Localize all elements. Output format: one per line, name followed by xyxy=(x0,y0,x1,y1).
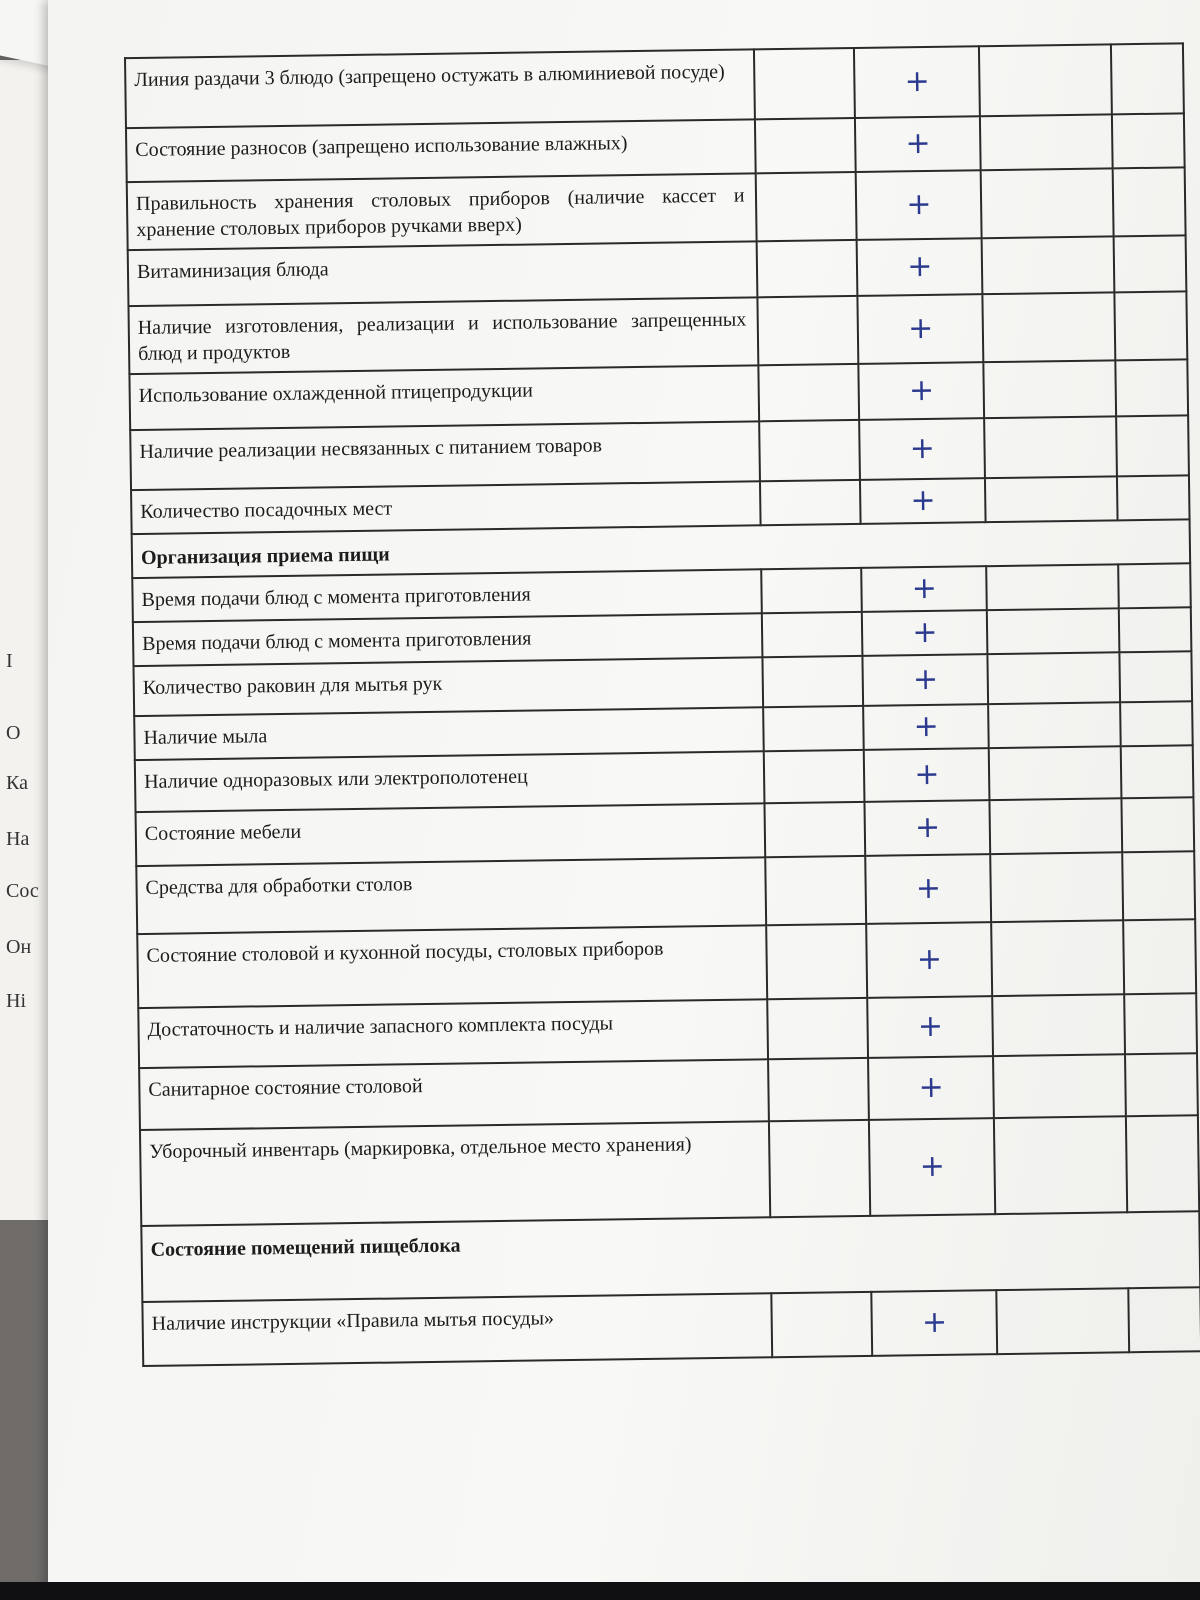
empty-cell xyxy=(763,750,864,803)
empty-cell xyxy=(1116,415,1188,476)
criterion-text: Время подачи блюд с момента приготовления xyxy=(133,613,762,666)
checkmark-plus: + xyxy=(860,478,986,524)
empty-cell xyxy=(758,364,859,421)
criterion-text: Правильность хранения столовых приборов (наличие кассет и хранение столовых приборов ручками вверх) xyxy=(127,173,756,250)
empty-cell xyxy=(979,44,1112,116)
empty-cell xyxy=(1123,851,1196,920)
empty-cell xyxy=(1120,701,1192,746)
empty-cell xyxy=(985,476,1118,522)
section-title: Состояние помещений пищеблока xyxy=(141,1211,1200,1302)
empty-cell xyxy=(989,746,1122,800)
underlying-text: Ка xyxy=(6,772,28,794)
empty-cell xyxy=(1120,651,1192,702)
checkmark-plus: + xyxy=(869,1118,996,1216)
empty-cell xyxy=(984,360,1117,418)
criterion-text: Количество посадочных мест xyxy=(131,481,760,534)
empty-cell xyxy=(981,168,1114,238)
underlying-text: Сос xyxy=(6,880,39,902)
checkmark-plus: + xyxy=(867,996,993,1058)
checkmark-plus: + xyxy=(865,854,991,924)
empty-cell xyxy=(1114,235,1186,292)
empty-cell xyxy=(754,118,855,173)
empty-cell xyxy=(1122,797,1194,852)
table-row xyxy=(140,1115,1199,1226)
criterion-text: Средства для обработки столов xyxy=(136,857,765,934)
underlying-text: На xyxy=(6,828,30,850)
criterion-text: Использование охлажденной птицепродукции xyxy=(129,365,758,430)
empty-cell xyxy=(1115,291,1188,360)
empty-cell xyxy=(990,798,1123,854)
underlying-text: О xyxy=(6,722,21,744)
empty-cell xyxy=(759,420,860,481)
empty-cell xyxy=(985,416,1118,478)
checkmark-plus: + xyxy=(865,800,991,856)
empty-cell xyxy=(987,564,1120,610)
criterion-text: Наличие инструкции «Правила мытья посуды» xyxy=(142,1293,771,1366)
empty-cell xyxy=(983,292,1116,362)
underlying-text: Он xyxy=(6,936,32,958)
checkmark-plus: + xyxy=(857,238,983,296)
criterion-text: Санитарное состояние столовой xyxy=(139,1059,768,1130)
empty-cell xyxy=(757,296,859,365)
checkmark-plus: + xyxy=(856,170,982,240)
checkmark-plus: + xyxy=(854,46,980,118)
empty-cell xyxy=(1116,359,1188,416)
empty-cell xyxy=(997,1288,1130,1354)
checkmark-plus: + xyxy=(863,654,989,706)
empty-cell xyxy=(762,656,863,707)
checkmark-plus: + xyxy=(862,610,988,656)
criterion-text: Линия раздачи 3 блюдо (запрещено остужать в алюминиевой посуде) xyxy=(125,49,754,128)
empty-cell xyxy=(771,1292,873,1357)
empty-cell xyxy=(993,994,1126,1056)
empty-cell xyxy=(756,240,857,297)
underlying-text: I xyxy=(6,650,13,672)
empty-cell xyxy=(1129,1287,1200,1352)
empty-cell xyxy=(993,1054,1126,1118)
empty-cell xyxy=(767,998,868,1059)
criterion-text: Наличие реализации несвязанных с питанием товаров xyxy=(130,421,759,490)
empty-cell xyxy=(1121,745,1193,798)
empty-cell xyxy=(989,702,1122,748)
checkmark-plus: + xyxy=(859,362,985,420)
empty-cell xyxy=(763,706,864,751)
checkmark-plus: + xyxy=(866,922,992,998)
criterion-text: Наличие одноразовых или электрополотенец xyxy=(135,751,764,812)
criterion-text: Состояние мебели xyxy=(136,803,765,866)
empty-cell xyxy=(1124,919,1197,994)
criterion-text: Количество раковин для мытья рук xyxy=(133,657,762,716)
checkmark-plus: + xyxy=(855,116,981,172)
section-row xyxy=(141,1211,1200,1302)
table-row xyxy=(142,1287,1200,1366)
criterion-text: Достаточность и наличие запасного комплекта посуды xyxy=(138,999,767,1068)
empty-cell xyxy=(991,852,1124,922)
criterion-text: Наличие изготовления, реализации и использование запрещенных блюд и продуктов xyxy=(128,297,757,374)
empty-cell xyxy=(1125,1053,1197,1116)
criterion-text: Время подачи блюд с момента приготовления xyxy=(132,569,761,622)
empty-cell xyxy=(765,856,867,925)
checkmark-plus: + xyxy=(863,704,989,750)
section-title: Организация приема пищи xyxy=(132,519,1191,578)
empty-cell xyxy=(764,802,865,857)
empty-cell xyxy=(988,652,1121,704)
criterion-text: Состояние разносов (запрещено использование влажных) xyxy=(126,119,755,182)
empty-cell xyxy=(1126,1115,1199,1212)
empty-cell xyxy=(768,1120,870,1217)
empty-cell xyxy=(982,236,1115,294)
checklist-wrapper xyxy=(64,43,1172,1368)
criterion-text: Витаминизация блюда xyxy=(128,241,757,306)
checkmark-plus: + xyxy=(864,748,990,802)
empty-cell xyxy=(1125,993,1197,1054)
checkmark-plus: + xyxy=(871,1290,997,1356)
criterion-text: Состояние столовой и кухонной посуды, столовых приборов xyxy=(137,925,767,1008)
empty-cell xyxy=(753,48,855,119)
checkmark-plus: + xyxy=(861,566,987,612)
checkmark-plus: + xyxy=(858,294,984,364)
checkmark-plus: + xyxy=(859,418,985,480)
criterion-text: Наличие мыла xyxy=(134,707,763,760)
criterion-text: Уборочный инвентарь (маркировка, отдельное место хранения) xyxy=(140,1121,770,1226)
empty-cell xyxy=(994,1116,1127,1214)
empty-cell xyxy=(987,608,1120,654)
empty-cell xyxy=(1113,167,1186,236)
empty-cell xyxy=(761,568,862,613)
empty-cell xyxy=(768,1058,869,1121)
checklist-table xyxy=(124,42,1200,1367)
empty-cell xyxy=(766,924,868,999)
empty-cell xyxy=(755,172,857,241)
underlying-text: Ні xyxy=(6,990,26,1012)
empty-cell xyxy=(1112,113,1184,168)
desk-edge xyxy=(0,1582,1200,1600)
empty-cell xyxy=(1119,563,1191,608)
empty-cell xyxy=(992,920,1125,996)
empty-cell xyxy=(1117,475,1189,520)
empty-cell xyxy=(760,480,861,525)
empty-cell xyxy=(1119,607,1191,652)
empty-cell xyxy=(1111,43,1184,114)
empty-cell xyxy=(761,612,862,657)
empty-cell xyxy=(980,114,1113,170)
checkmark-plus: + xyxy=(868,1056,994,1120)
